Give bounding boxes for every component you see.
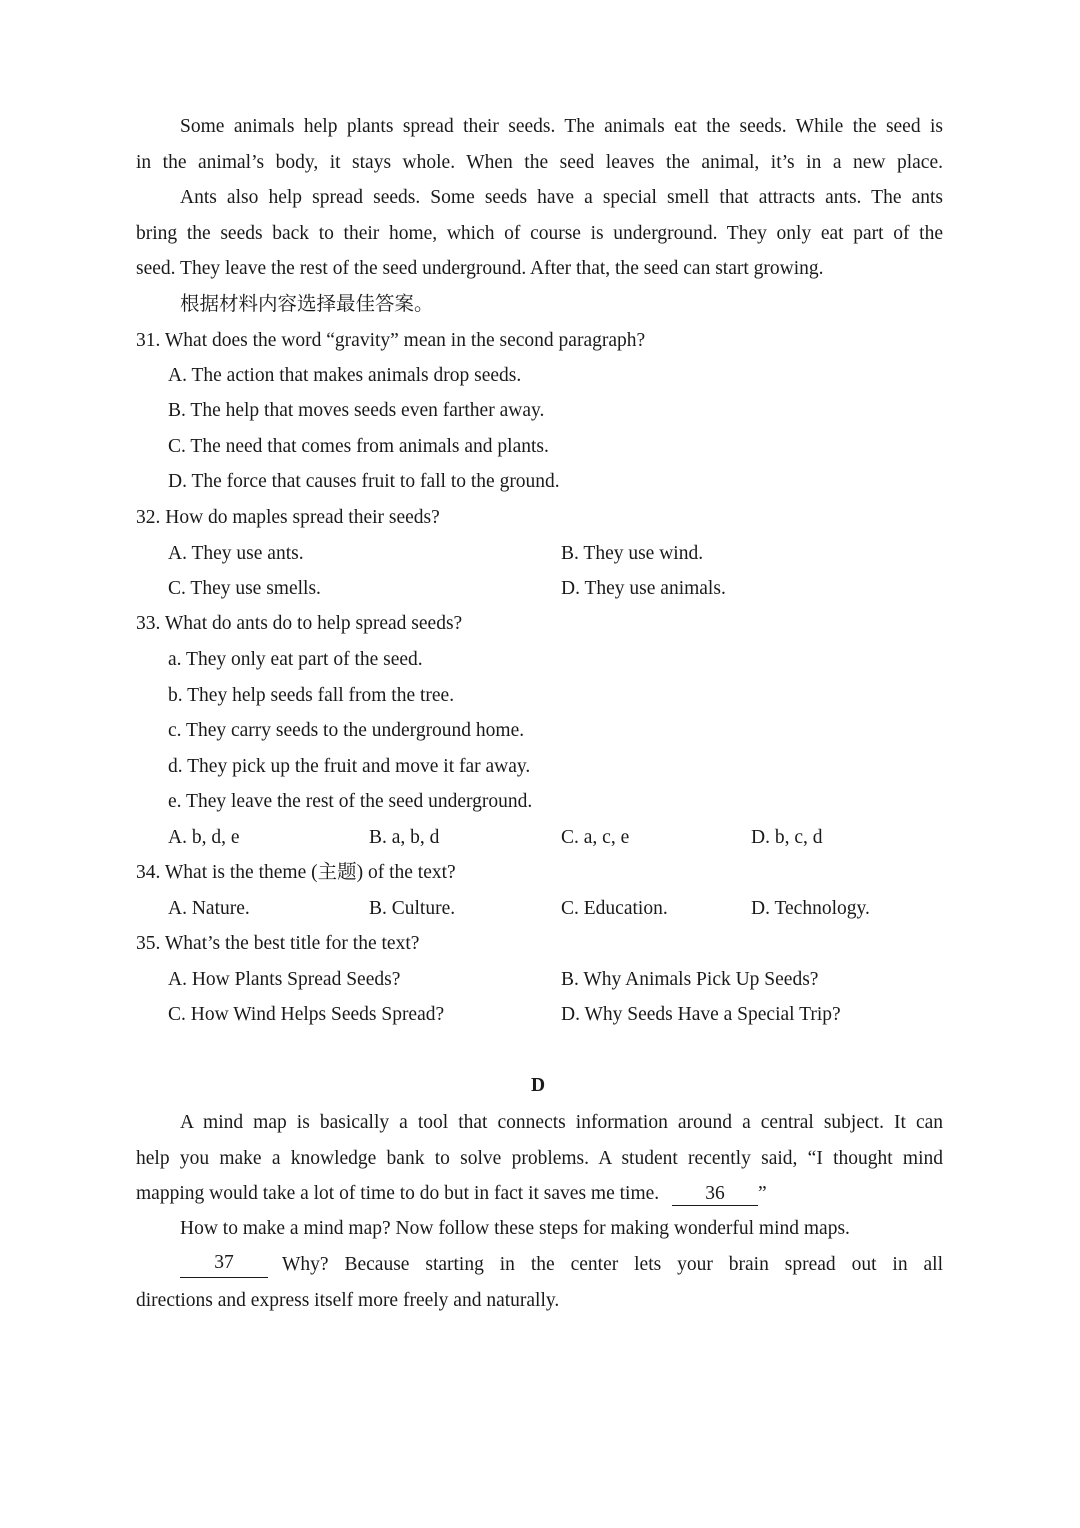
question-31-option-c: C. The need that comes from animals and plants. (168, 436, 549, 457)
passage-c-line-2: in the animal’s body, it stays whole. When the seed leaves the animal, it’s in a new place. (136, 152, 943, 173)
section-d-p1-line-3-text: mapping would take a lot of time to do but in fact it saves me time. (136, 1183, 660, 1204)
section-d-p1-line-2: help you make a knowledge bank to solve problems. A student recently said, “I thought mind (136, 1148, 943, 1169)
question-32-option-a: A. They use ants. (168, 543, 304, 564)
question-32-option-c: C. They use smells. (168, 578, 321, 599)
question-33-statement-b: b. They help seeds fall from the tree. (168, 685, 455, 706)
question-35-option-b: B. Why Animals Pick Up Seeds? (561, 969, 819, 990)
section-d-p3-line-1 (180, 1252, 943, 1278)
question-34-option-c: C. Education. (561, 898, 668, 919)
section-d-p3-line-1-text: Why? Because starting in the center lets your brain spread out in all (282, 1254, 943, 1275)
question-35-option-c: C. How Wind Helps Seeds Spread? (168, 1004, 445, 1025)
question-31-option-b: B. The help that moves seeds even farther away. (168, 400, 545, 421)
blank-36-number: 36 (705, 1183, 725, 1204)
section-d-p1-line-1: A mind map is basically a tool that connects information around a central subject. It can (180, 1112, 943, 1133)
passage-c-line-3: Ants also help spread seeds. Some seeds have a special smell that attracts ants. The ants (180, 187, 943, 208)
question-34-option-a: A. Nature. (168, 898, 250, 919)
passage-c-line-4: bring the seeds back to their home, which of course is underground. They only eat part of the (136, 223, 943, 244)
close-quote: ” (758, 1183, 767, 1204)
instruction: 根据材料内容选择最佳答案。 (180, 294, 434, 315)
question-32-option-d: D. They use animals. (561, 578, 726, 599)
question-33-statement-a: a. They only eat part of the seed. (168, 649, 423, 670)
question-33-statement-e: e. They leave the rest of the seed underground. (168, 791, 533, 812)
question-34-option-d: D. Technology. (751, 898, 870, 919)
question-32-stem: 32. How do maples spread their seeds? (136, 507, 440, 528)
question-31-option-d: D. The force that causes fruit to fall to the ground. (168, 471, 560, 492)
question-31-option-a: A. The action that makes animals drop seeds. (168, 365, 522, 386)
blank-37-number: 37 (214, 1252, 234, 1273)
question-34-stem: 34. What is the theme (主题) of the text? (136, 862, 456, 883)
question-35-stem: 35. What’s the best title for the text? (136, 933, 420, 954)
question-33-option-c: C. a, c, e (561, 827, 630, 848)
question-34-option-b: B. Culture. (369, 898, 456, 919)
question-33-option-a: A. b, d, e (168, 827, 240, 848)
section-d-p3-line-2: directions and express itself more freely and naturally. (136, 1290, 560, 1311)
question-33-option-b: B. a, b, d (369, 827, 440, 848)
question-33-stem: 33. What do ants do to help spread seeds? (136, 613, 463, 634)
passage-c-line-5: seed. They leave the rest of the seed underground. After that, the seed can start growing. (136, 258, 824, 279)
passage-c-line-1: Some animals help plants spread their seeds. The animals eat the seeds. While the seed is (180, 116, 943, 137)
question-33-statement-c: c. They carry seeds to the underground home. (168, 720, 525, 741)
section-d-title: D (531, 1075, 546, 1096)
question-31-stem: 31. What does the word “gravity” mean in the second paragraph? (136, 330, 646, 351)
section-d-p1-line-3 (136, 1181, 767, 1207)
question-32-option-b: B. They use wind. (561, 543, 704, 564)
question-35-option-a: A. How Plants Spread Seeds? (168, 969, 401, 990)
blank-36 (672, 1183, 758, 1206)
question-33-option-d: D. b, c, d (751, 827, 823, 848)
question-33-statement-d: d. They pick up the fruit and move it far away. (168, 756, 531, 777)
blank-37 (180, 1252, 268, 1278)
question-35-option-d: D. Why Seeds Have a Special Trip? (561, 1004, 841, 1025)
section-d-p2: How to make a mind map? Now follow these steps for making wonderful mind maps. (180, 1218, 850, 1239)
